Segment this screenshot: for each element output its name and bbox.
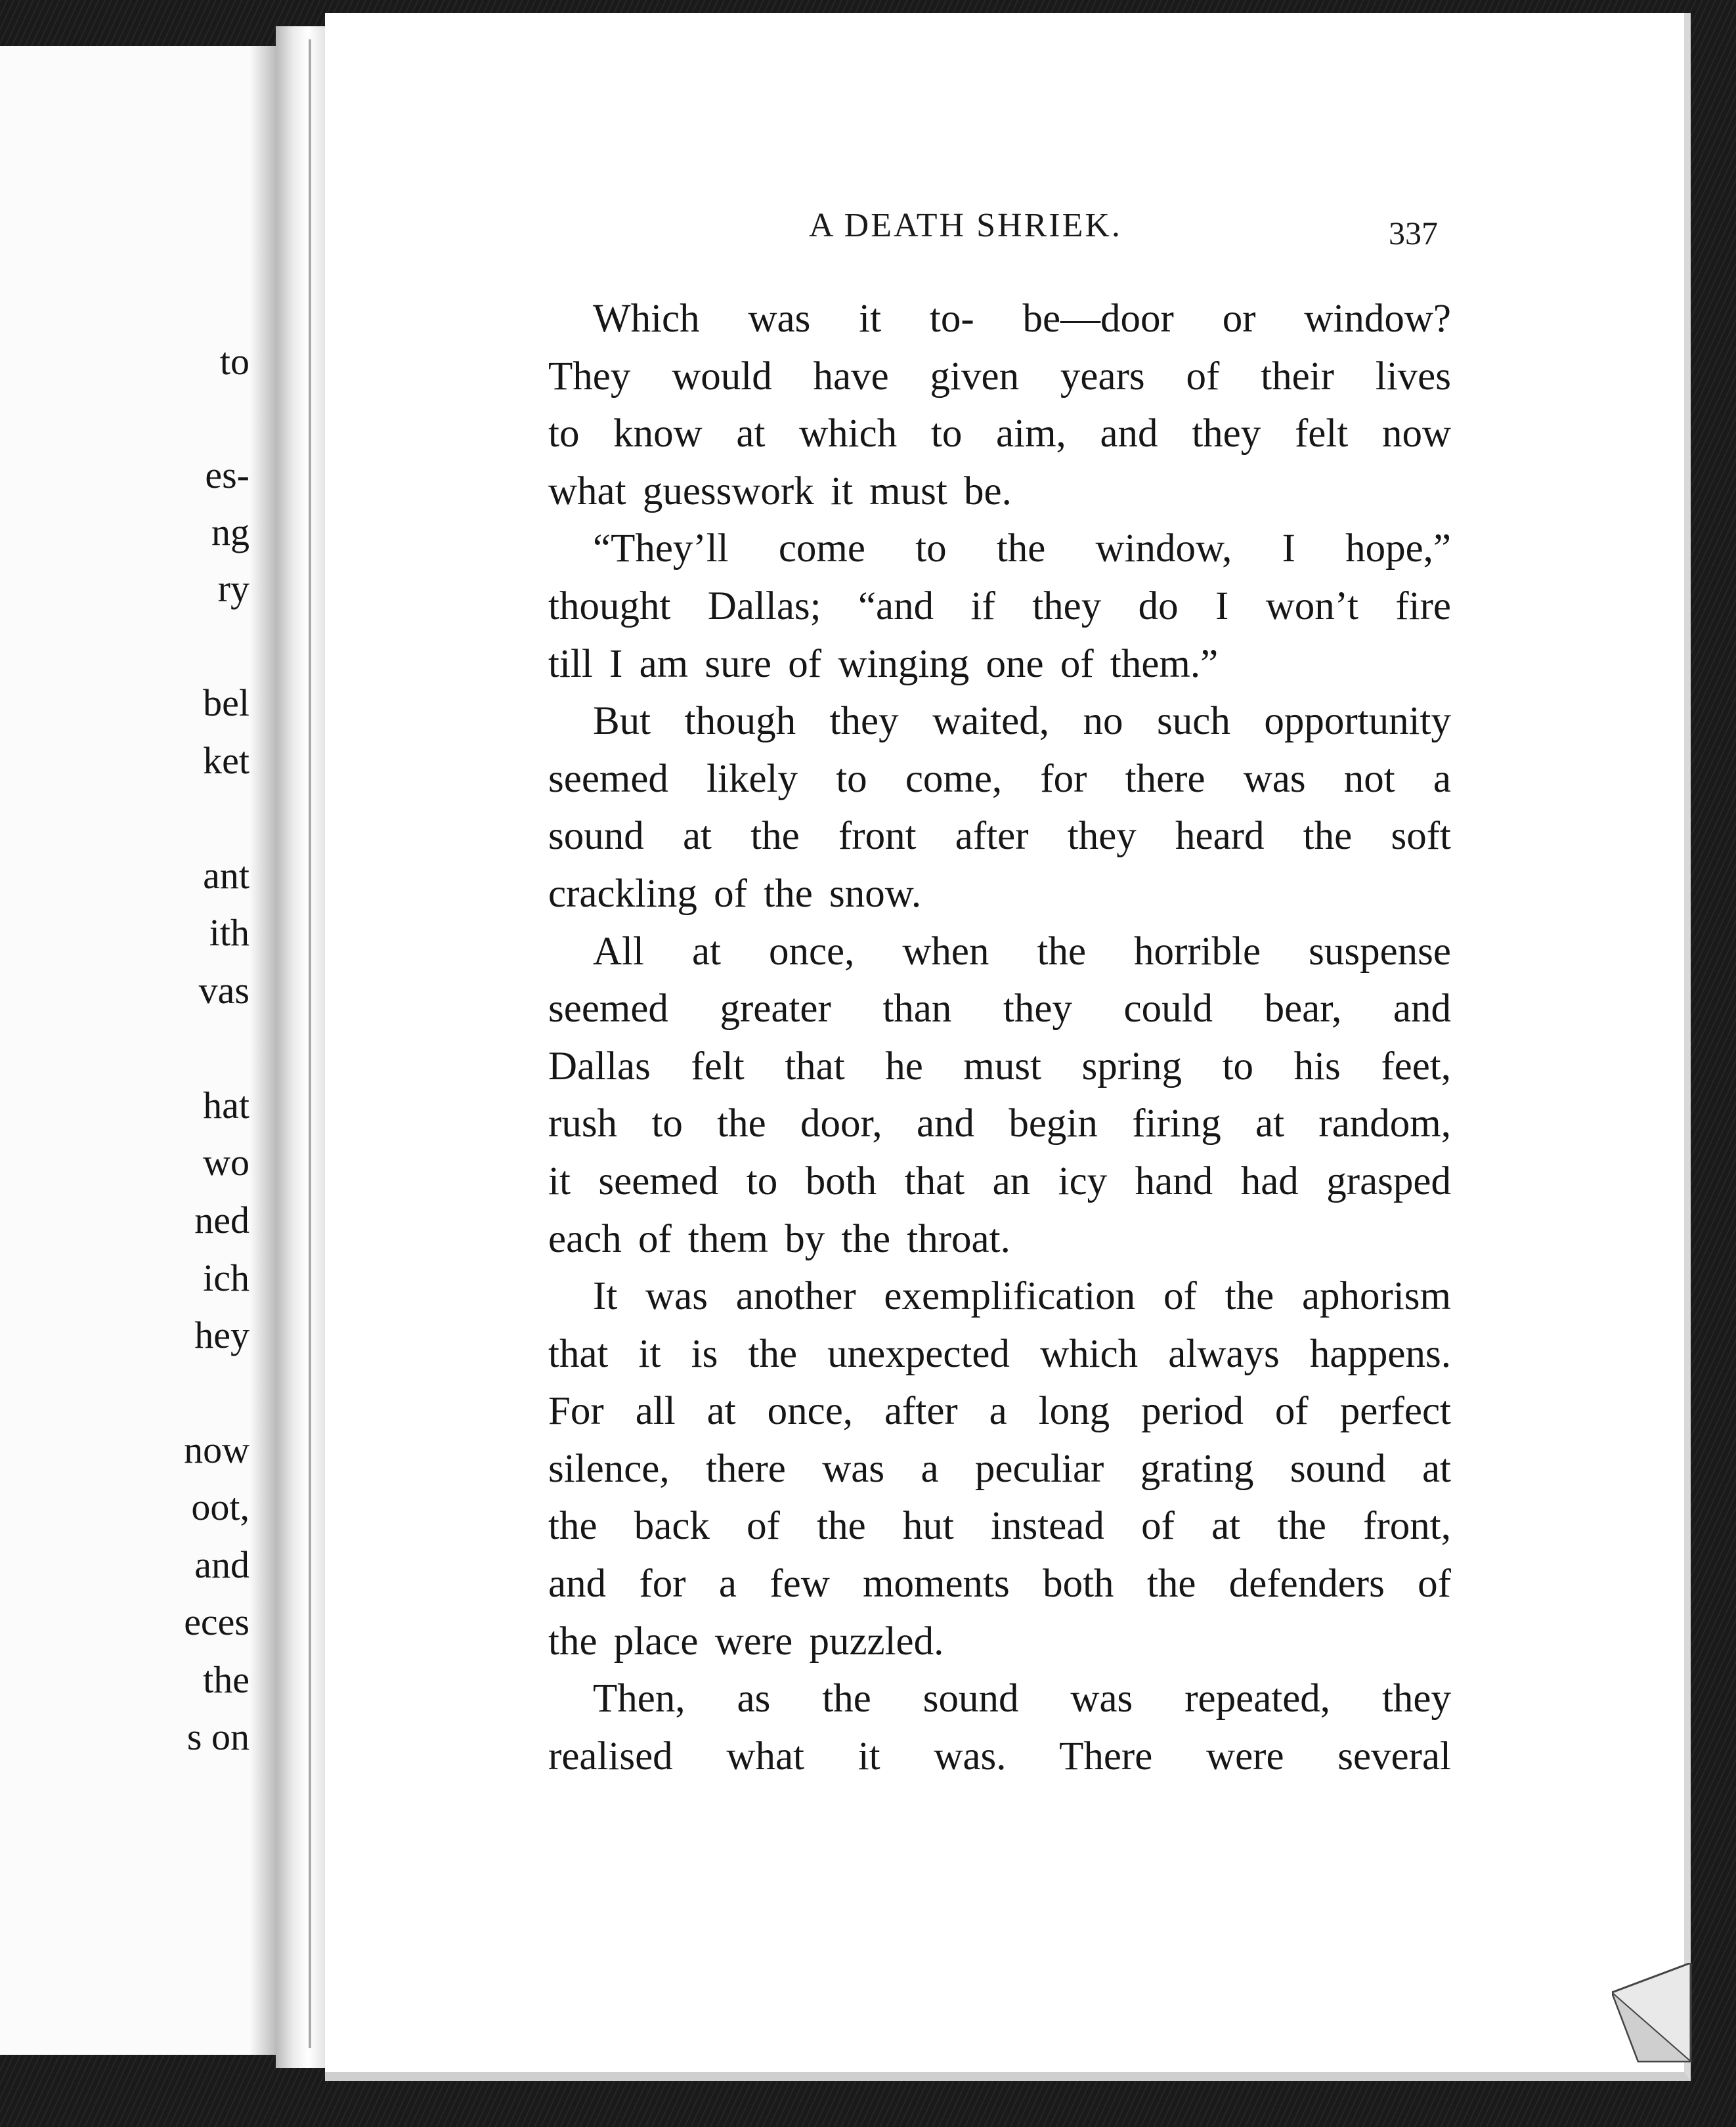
- left-page-fragment: ket: [203, 739, 250, 782]
- text-line: and for a few moments both the defenders of: [548, 1562, 1451, 1606]
- text-line: seemed likely to come, for there was not a: [548, 756, 1451, 801]
- left-page-fragment: oot,: [191, 1486, 250, 1528]
- body-text: [548, 290, 1451, 1785]
- text-line: But though they waited, no such opportunity: [593, 699, 1451, 744]
- spine-crease: [309, 39, 311, 2048]
- left-page-fragment: and: [194, 1543, 250, 1586]
- text-line: thought Dallas; “and if they do I won’t fire: [548, 584, 1451, 628]
- left-page-fragment: hey: [194, 1314, 250, 1356]
- page-corner-fold: [1612, 1963, 1697, 2068]
- text-line: what guesswork it must be.: [548, 469, 1012, 513]
- text-line: the back of the hut instead of at the front,: [548, 1504, 1451, 1549]
- left-page-fragment: vas: [198, 969, 250, 1012]
- text-line: silence, there was a peculiar grating sound at: [548, 1446, 1451, 1491]
- left-page-fragment: now: [184, 1429, 250, 1471]
- left-page-fragment: ng: [211, 511, 250, 553]
- text-line: to know at which to aim, and they felt now: [548, 412, 1451, 456]
- left-page-fragment: wo: [203, 1141, 250, 1184]
- text-line: seemed greater than they could bear, and: [548, 987, 1451, 1031]
- text-line: crackling of the snow.: [548, 871, 922, 916]
- left-page-fragment: s on: [186, 1715, 250, 1758]
- left-page-fragment: the: [203, 1658, 250, 1701]
- text-line: that it is the unexpected which always happens.: [548, 1331, 1451, 1376]
- text-line: Which was it to- be—door or window?: [593, 297, 1451, 341]
- text-line: For all at once, after a long period of perfect: [548, 1389, 1451, 1434]
- running-title: A DEATH SHRIEK.: [809, 207, 1122, 244]
- text-line: each of them by the throat.: [548, 1216, 1010, 1261]
- text-line: They would have given years of their lives: [548, 354, 1451, 398]
- text-line: realised what it was. There were several: [548, 1734, 1451, 1778]
- text-line: “They’ll come to the window, I hope,”: [593, 526, 1451, 571]
- left-page-fragment: bel: [203, 681, 250, 724]
- left-page-fragment: ich: [203, 1257, 250, 1299]
- text-line: Dallas felt that he must spring to his feet,: [548, 1044, 1451, 1088]
- text-line: All at once, when the horrible suspense: [593, 929, 1451, 974]
- left-page-fragment: ith: [209, 911, 250, 954]
- text-line: rush to the door, and begin firing at random,: [548, 1102, 1451, 1146]
- text-line: till I am sure of winging one of them.”: [548, 641, 1219, 686]
- text-line: the place were puzzled.: [548, 1619, 944, 1664]
- page-number: 337: [1389, 215, 1438, 251]
- text-line: It was another exemplification of the aphorism: [593, 1274, 1451, 1319]
- text-line: sound at the front after they heard the soft: [548, 814, 1451, 859]
- text-line: Then, as the sound was repeated, they: [593, 1677, 1451, 1721]
- left-page-fragment: ry: [217, 567, 250, 610]
- left-page-fragment: hat: [203, 1084, 250, 1127]
- left-page: [0, 46, 280, 2055]
- left-page-fragment: eces: [184, 1601, 250, 1643]
- left-page-fragment: ned: [194, 1199, 250, 1241]
- left-page-fragment: to: [219, 340, 250, 383]
- left-page-fragment: ant: [203, 854, 250, 897]
- text-line: it seemed to both that an icy hand had grasped: [548, 1159, 1451, 1203]
- left-page-fragment: es-: [205, 454, 250, 496]
- gutter-shadow: [250, 46, 276, 2055]
